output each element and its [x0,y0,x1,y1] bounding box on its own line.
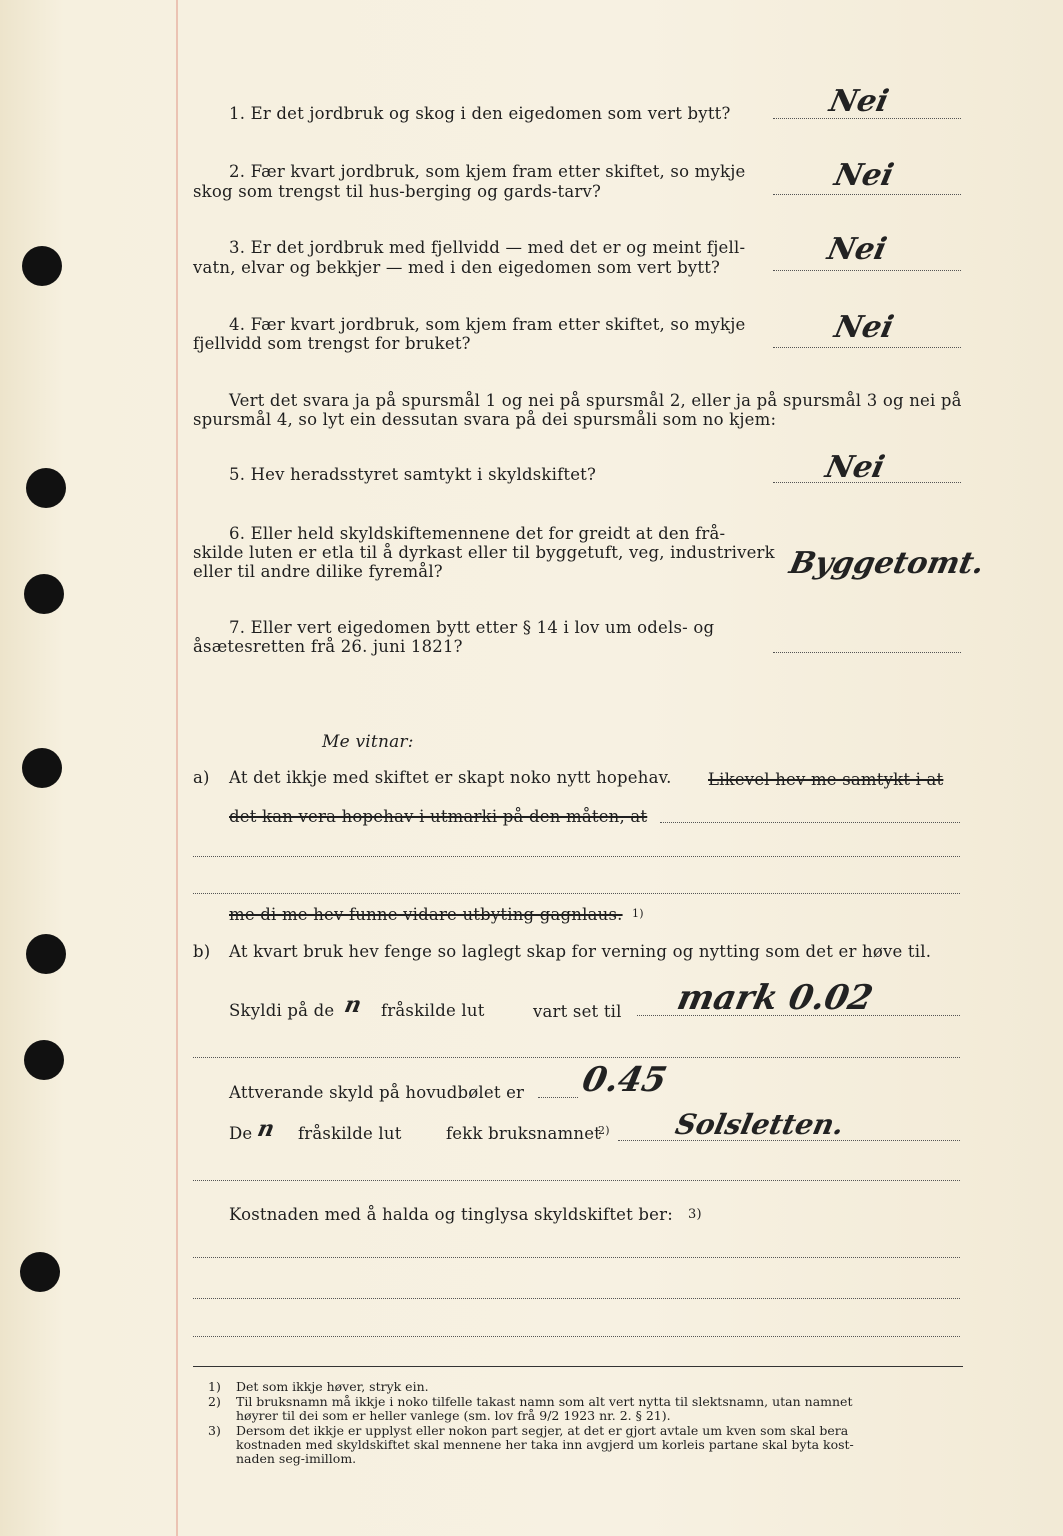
witness-heading: Me vitnar: [322,732,414,752]
witness-a-line3-note: 1) [632,907,644,920]
binder-hole [26,934,66,974]
bruksnamn-value: Solsletten. [672,1108,848,1141]
fill-line [193,893,960,894]
attverande-label: Attverande skyld på hovudbølet er [229,1083,525,1102]
question-3-text: vatn, elvar og bekkjer — med i den eigedomen som vert bytt? [193,258,721,277]
witness-b-text: At kvart bruk hev fenge so laglegt skap for verning og nytting som det er høve til. [229,942,932,961]
footnote-2: høyrer til dei som er heller vanlege (sm. lov frå 9/2 1923 nr. 2. § 21). [236,1408,671,1423]
question-6-text: eller til andre dilike fyremål? [193,562,443,581]
question-7-text: 7. Eller vert eigedomen bytt etter § 14 i lov um odels- og [229,618,715,637]
skyldi-end: vart set til [533,1002,622,1021]
skyldi-handwritten: n [342,992,364,1018]
footnote-3: Dersom det ikkje er upplyst eller nokon part segjer, at det er gjort avtale um kven som skal bera [236,1423,849,1438]
question-1-text: 1. Er det jordbruk og skog i den eigedomen som vert bytt? [229,104,731,123]
kostnad-note: 3) [688,1207,702,1222]
bruksnamn-handwritten: n [255,1116,277,1142]
question-4-text: 4. Fær kvart jordbruk, som kjem fram etter skiftet, so mykje [229,315,746,334]
question-4-answer: Nei [831,310,897,345]
footnote-2-mark: 2) [208,1394,221,1409]
binder-hole [22,748,62,788]
question-7-text: åsætesretten frå 26. juni 1821? [193,637,463,656]
binder-hole [26,468,66,508]
footnote-3: kostnaden med skyldskiftet skal mennene her taka inn avgjerd um korleis partane skal byta kost- [236,1437,854,1452]
bruksnamn-label: fekk bruksnamnet [446,1124,601,1143]
binder-hole [24,574,64,614]
bruksnamn-label: De [229,1124,253,1143]
witness-a-text: At det ikkje med skiftet er skapt noko nytt hopehav. [229,768,672,787]
skyldi-value: mark 0.02 [673,978,877,1018]
fill-line [193,1298,960,1299]
binder-hole [24,1040,64,1080]
footnote-2: Til bruksnamn må ikkje i noko tilfelle takast namn som alt vert nytta til slektsnamn, utan namnet [236,1394,853,1409]
question-6-text: 6. Eller held skyldskiftemennene det for greidt at den frå- [229,524,726,543]
question-6-answer: Byggetomt. [786,546,988,581]
answer-line [773,347,961,348]
question-1-answer: Nei [826,84,892,119]
answer-line [773,270,961,271]
fill-line [193,1057,960,1058]
witness-a-line2: det kan vera hopehav i utmarki på den måten, at [229,807,648,826]
footnote-3: naden seg-imillom. [236,1451,357,1466]
kostnad-label: Kostnaden med å halda og tinglysa skyldskiftet ber: [229,1205,673,1224]
margin-line [176,0,178,1536]
witness-a-struck: Likevel hev me samtykt i at [708,770,944,789]
footnote-1-mark: 1) [208,1379,221,1394]
fill-line [193,856,960,857]
witness-a-label: a) [193,768,210,787]
question-2-answer: Nei [831,158,897,193]
binder-hole [20,1252,60,1292]
question-5-answer: Nei [822,450,888,485]
question-2-text: skog som trengst til hus-berging og gards-tarv? [193,182,602,201]
bruksnamn-note: 2) [598,1124,610,1137]
question-3-text: 3. Er det jordbruk med fjellvidd — med det er og meint fjell- [229,238,746,257]
fill-line [660,822,960,823]
fill-line [193,1257,960,1258]
fill-line [193,1180,960,1181]
fill-line [538,1097,578,1098]
binder-hole [22,246,62,286]
witness-b-label: b) [193,942,211,961]
footnote-1: Det som ikkje høver, stryk ein. [236,1379,429,1394]
answer-line [773,652,961,653]
witness-a-line3: me di me hev funne vidare utbyting gagnlaus. [229,905,623,924]
question-5-text: 5. Hev heradsstyret samtykt i skyldskiftet? [229,465,597,484]
intro-text: spursmål 4, so lyt ein dessutan svara på dei spursmåli som no kjem: [193,410,777,429]
intro-text: Vert det svara ja på spursmål 1 og nei på spursmål 2, eller ja på spursmål 3 og nei på [229,391,962,410]
question-4-text: fjellvidd som trengst for bruket? [193,334,471,353]
skyldi-label: Skyldi på de [229,1001,335,1020]
footnote-3-mark: 3) [208,1423,221,1438]
question-3-answer: Nei [824,232,890,267]
attverande-value: 0.45 [578,1060,671,1100]
fill-line [193,1336,960,1337]
skyldi-mid: fråskilde lut [381,1001,485,1020]
footnote-rule [193,1366,963,1367]
question-2-text: 2. Fær kvart jordbruk, som kjem fram etter skiftet, so mykje [229,162,746,181]
answer-line [773,194,961,195]
bruksnamn-label: fråskilde lut [298,1124,402,1143]
question-6-text: skilde luten er etla til å dyrkast eller til byggetuft, veg, industriverk [193,543,775,562]
